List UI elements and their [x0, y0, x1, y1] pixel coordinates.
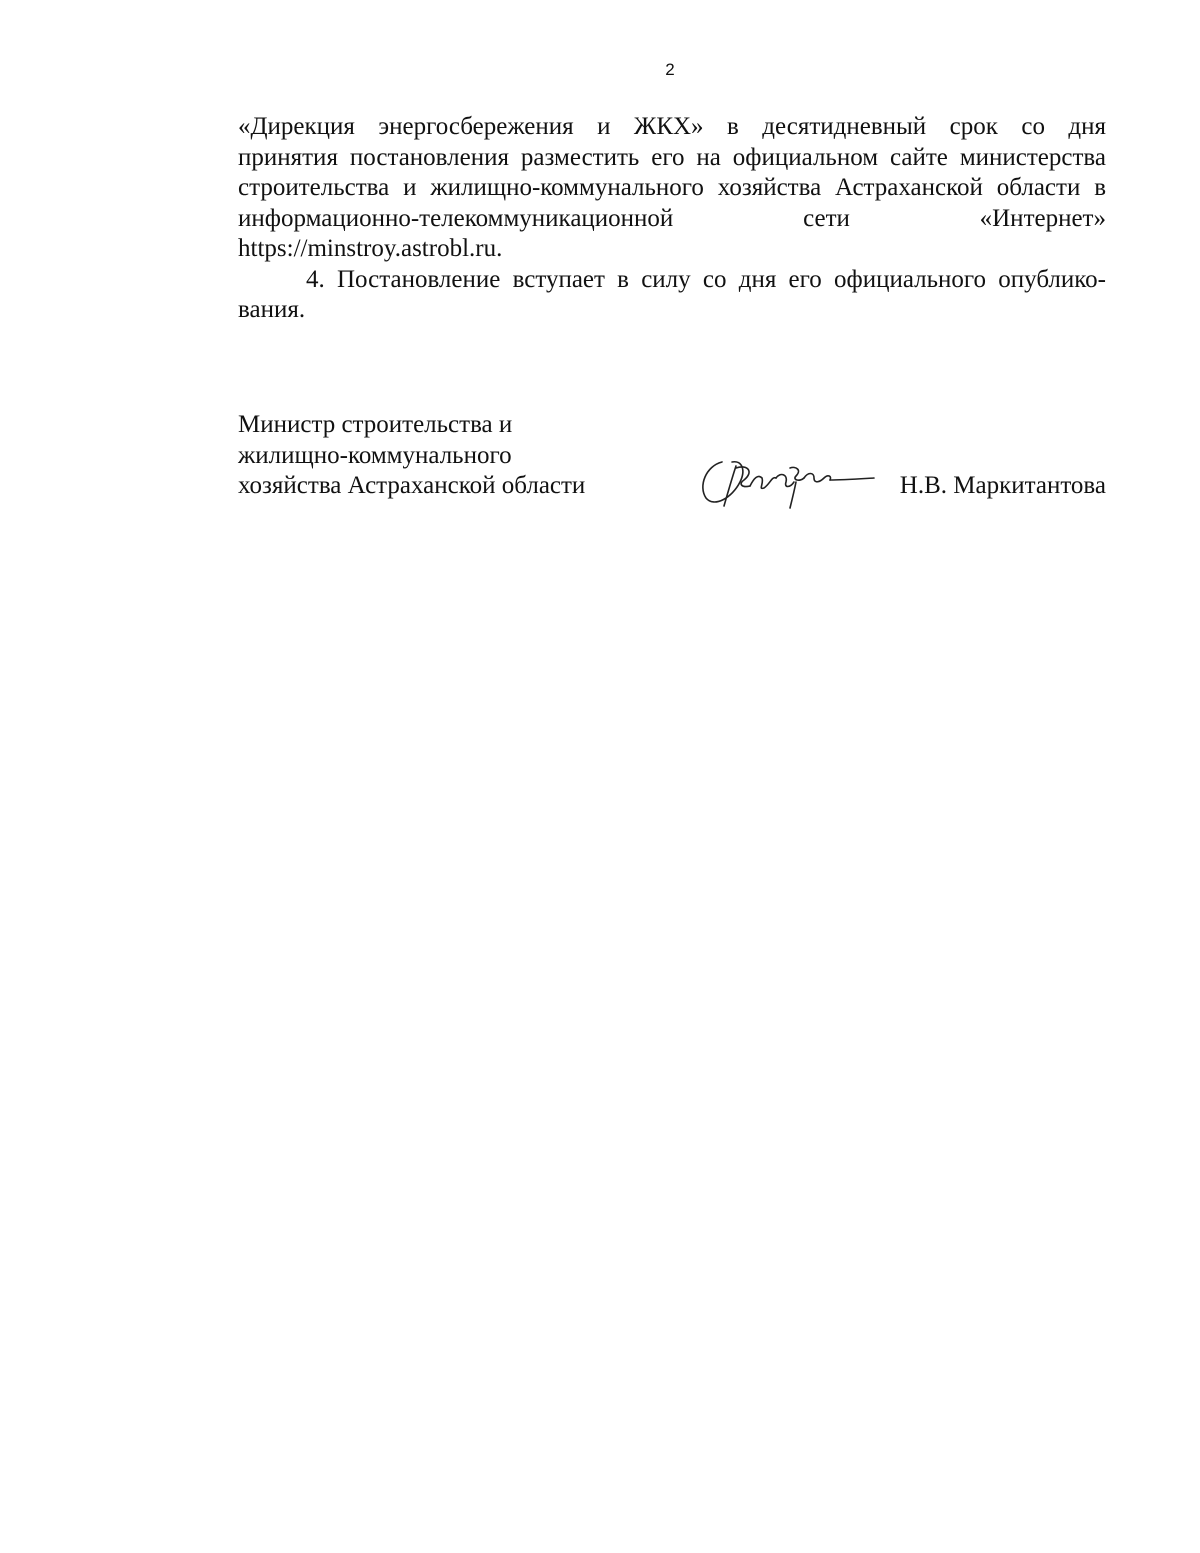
text-line: 4. Постановление вступает в силу со дня его официального опублико- — [306, 265, 1106, 293]
signer-title-line: хозяйства Астраханской области — [238, 472, 586, 499]
text-line: строительства и жилищно-коммунального хозяйства Астраханской области в — [238, 174, 1106, 201]
text-line: «Дирекция энергосбережения и ЖКХ» в десятидневный срок со дня — [238, 113, 1106, 140]
signer-title-line: жилищно-коммунального — [238, 441, 512, 469]
page-number: 2 — [665, 60, 675, 79]
signer-title — [238, 410, 658, 502]
signature-block — [238, 410, 1106, 510]
signer-title-line: Министр строительства и — [238, 411, 513, 438]
text-line: информационно-телекоммуникационной сети «Интернет» — [238, 204, 1106, 232]
signer-name: Н.В. Маркитантова — [899, 472, 1106, 499]
text-line: принятия постановления разместить его на официальном сайте министерства — [238, 143, 1106, 171]
text-line: вания. — [238, 296, 306, 323]
paragraph-publication — [238, 112, 1106, 265]
document-body — [238, 112, 1106, 326]
website-url: https://minstroy.astrobl.ru. — [238, 235, 503, 262]
paragraph-effective-date — [238, 265, 1106, 326]
handwritten-signature — [692, 448, 892, 518]
